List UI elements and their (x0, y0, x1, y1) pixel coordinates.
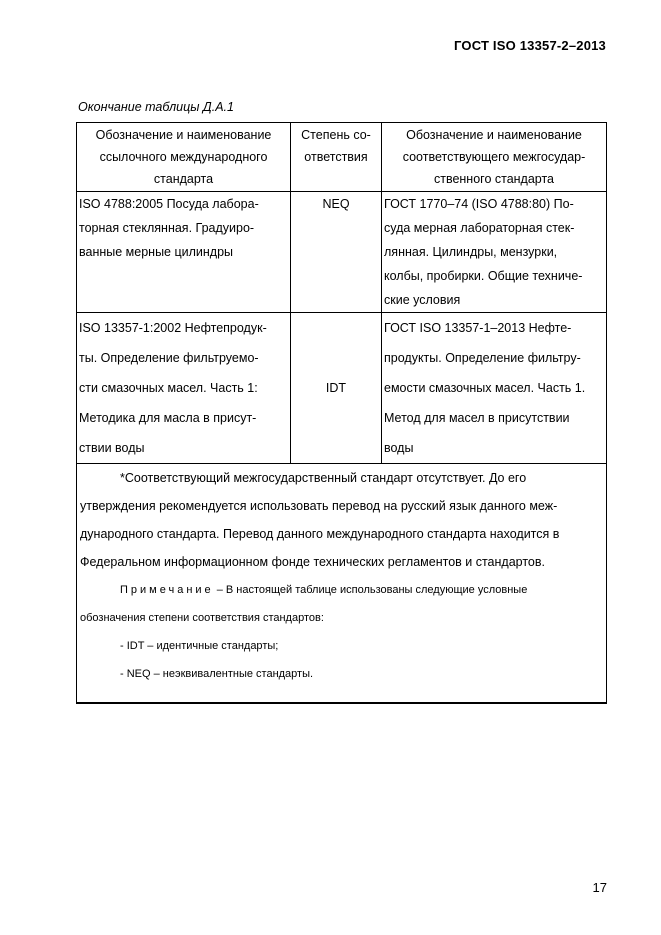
header-line: соответствующего межгосудар- (402, 150, 586, 164)
cell-line: ГОСТ 1770–74 (ISO 4788:80) По- (384, 197, 574, 211)
table-header-row (77, 123, 607, 192)
cell-line: колбы, пробирки. Общие техниче- (384, 269, 583, 283)
header-line: ответствия (304, 150, 368, 164)
cell-line: торная стеклянная. Градуиро- (79, 221, 255, 235)
cell-line: Методика для масла в присут- (79, 411, 257, 425)
note-item-text: - NEQ – неэквивалентные стандарты. (120, 668, 314, 680)
document-code: ГОСТ ISO 13357-2–2013 (454, 38, 606, 53)
footnote-line: Федеральном информационном фонде технических регламентов и стандартов. (80, 555, 545, 569)
cell-line: ские условия (384, 293, 461, 307)
footnote-line (80, 464, 603, 492)
note-text: – В настоящей таблице использованы следующие условные (213, 584, 528, 596)
table-row (77, 313, 607, 464)
cell-line: продукты. Определение фильтру- (384, 351, 581, 365)
national-standard-cell (382, 313, 607, 464)
header-line: стандарта (153, 172, 214, 186)
footnote (77, 464, 606, 576)
table-row (77, 192, 607, 313)
notes-row (77, 464, 607, 704)
international-standard-cell (77, 313, 291, 464)
header-international-standard (77, 123, 291, 192)
header-degree (291, 123, 382, 192)
header-line: ственного стандарта (433, 172, 555, 186)
cell-line: воды (384, 441, 414, 455)
footnote-line: дународного стандарта. Перевод данного международного стандарта находится в (80, 527, 560, 541)
cell-line: Метод для масел в присутствии (384, 411, 570, 425)
note-label: Примечание (120, 584, 214, 596)
header-line: ссылочного международного (99, 150, 268, 164)
header-line: Обозначение и наименование (406, 128, 582, 142)
page-number: 17 (592, 880, 607, 895)
cell-line: емости смазочных масел. Часть 1. (384, 381, 586, 395)
degree-cell: IDT (291, 313, 382, 464)
cell-line: лянная. Цилиндры, мензурки, (384, 245, 558, 259)
note (77, 576, 606, 688)
degree-cell: NEQ (291, 192, 382, 313)
cell-line: ISO 13357-1:2002 Нефтепродук- (79, 321, 267, 335)
header-line: Обозначение и наименование (95, 128, 272, 142)
note-item (80, 660, 603, 688)
cell-line: сти смазочных масел. Часть 1: (79, 381, 258, 395)
note-line: обозначения степени соответствия стандартов: (80, 612, 324, 624)
header-national-standard (382, 123, 607, 192)
cell-line: ванные мерные цилиндры (79, 245, 234, 259)
cell-line: ISO 4788:2005 Посуда лабора- (79, 197, 259, 211)
cell-line: ГОСТ ISO 13357-1–2013 Нефте- (384, 321, 572, 335)
cell-line: ствии воды (79, 441, 145, 455)
international-standard-cell (77, 192, 291, 313)
notes-cell (77, 464, 607, 704)
cell-line: суда мерная лабораторная стек- (384, 221, 575, 235)
footnote-text: *Соответствующий межгосударственный стандарт отсутствует. До его (120, 471, 527, 485)
standards-table (76, 122, 607, 704)
cell-line: ты. Определение фильтруемо- (79, 351, 259, 365)
footnote-line: утверждения рекомендуется использовать перевод на русский язык данного меж- (80, 499, 558, 513)
header-line: Степень со- (301, 128, 371, 142)
national-standard-cell (382, 192, 607, 313)
note-item (80, 632, 603, 660)
table-caption: Окончание таблицы Д.А.1 (78, 100, 234, 114)
note-item-text: - IDT – идентичные стандарты; (120, 640, 279, 652)
note-line (80, 576, 603, 604)
